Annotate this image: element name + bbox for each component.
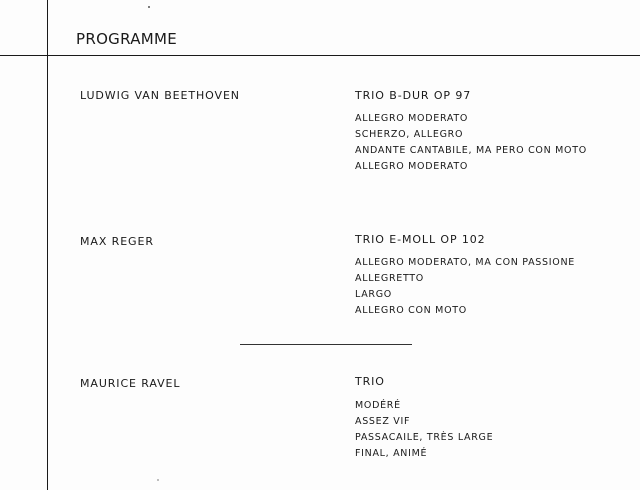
header-horizontal-rule bbox=[0, 55, 640, 56]
movement-item: LARGO bbox=[355, 289, 392, 300]
composer-beethoven: LUDWIG VAN BEETHOVEN bbox=[80, 89, 240, 102]
movement-list-ravel bbox=[355, 398, 493, 462]
margin-vertical-rule bbox=[47, 0, 48, 490]
movement-item: ALLEGRETTO bbox=[355, 273, 424, 284]
movement-item: ALLEGRO MODERATO, MA CON PASSIONE bbox=[355, 257, 575, 268]
section-separator bbox=[240, 344, 412, 345]
movement-item: ALLEGRO MODERATO bbox=[355, 113, 468, 124]
paper-speck bbox=[157, 479, 159, 481]
movement-list-reger bbox=[355, 255, 575, 319]
work-title-beethoven: TRIO B-DUR OP 97 bbox=[355, 89, 472, 102]
movement-item: ASSEZ VIF bbox=[355, 416, 411, 427]
work-title-reger: TRIO E-MOLL OP 102 bbox=[355, 233, 486, 246]
movement-item: SCHERZO, ALLEGRO bbox=[355, 129, 464, 140]
page-title: PROGRAMME bbox=[76, 30, 178, 48]
movement-item: ALLEGRO MODERATO bbox=[355, 161, 468, 172]
work-title-ravel: TRIO bbox=[355, 375, 385, 388]
movement-item: FINAL, ANIMÉ bbox=[355, 448, 428, 459]
movement-list-beethoven bbox=[355, 111, 587, 175]
composer-ravel: MAURICE RAVEL bbox=[80, 377, 181, 390]
movement-item: MODÉRÉ bbox=[355, 400, 401, 411]
movement-item: ALLEGRO CON MOTO bbox=[355, 305, 467, 316]
movement-item: PASSACAILE, TRÈS LARGE bbox=[355, 432, 494, 443]
movement-item: ANDANTE CANTABILE, MA PERO CON MOTO bbox=[355, 145, 587, 156]
composer-reger: MAX REGER bbox=[80, 235, 154, 248]
paper-speck bbox=[148, 6, 150, 8]
